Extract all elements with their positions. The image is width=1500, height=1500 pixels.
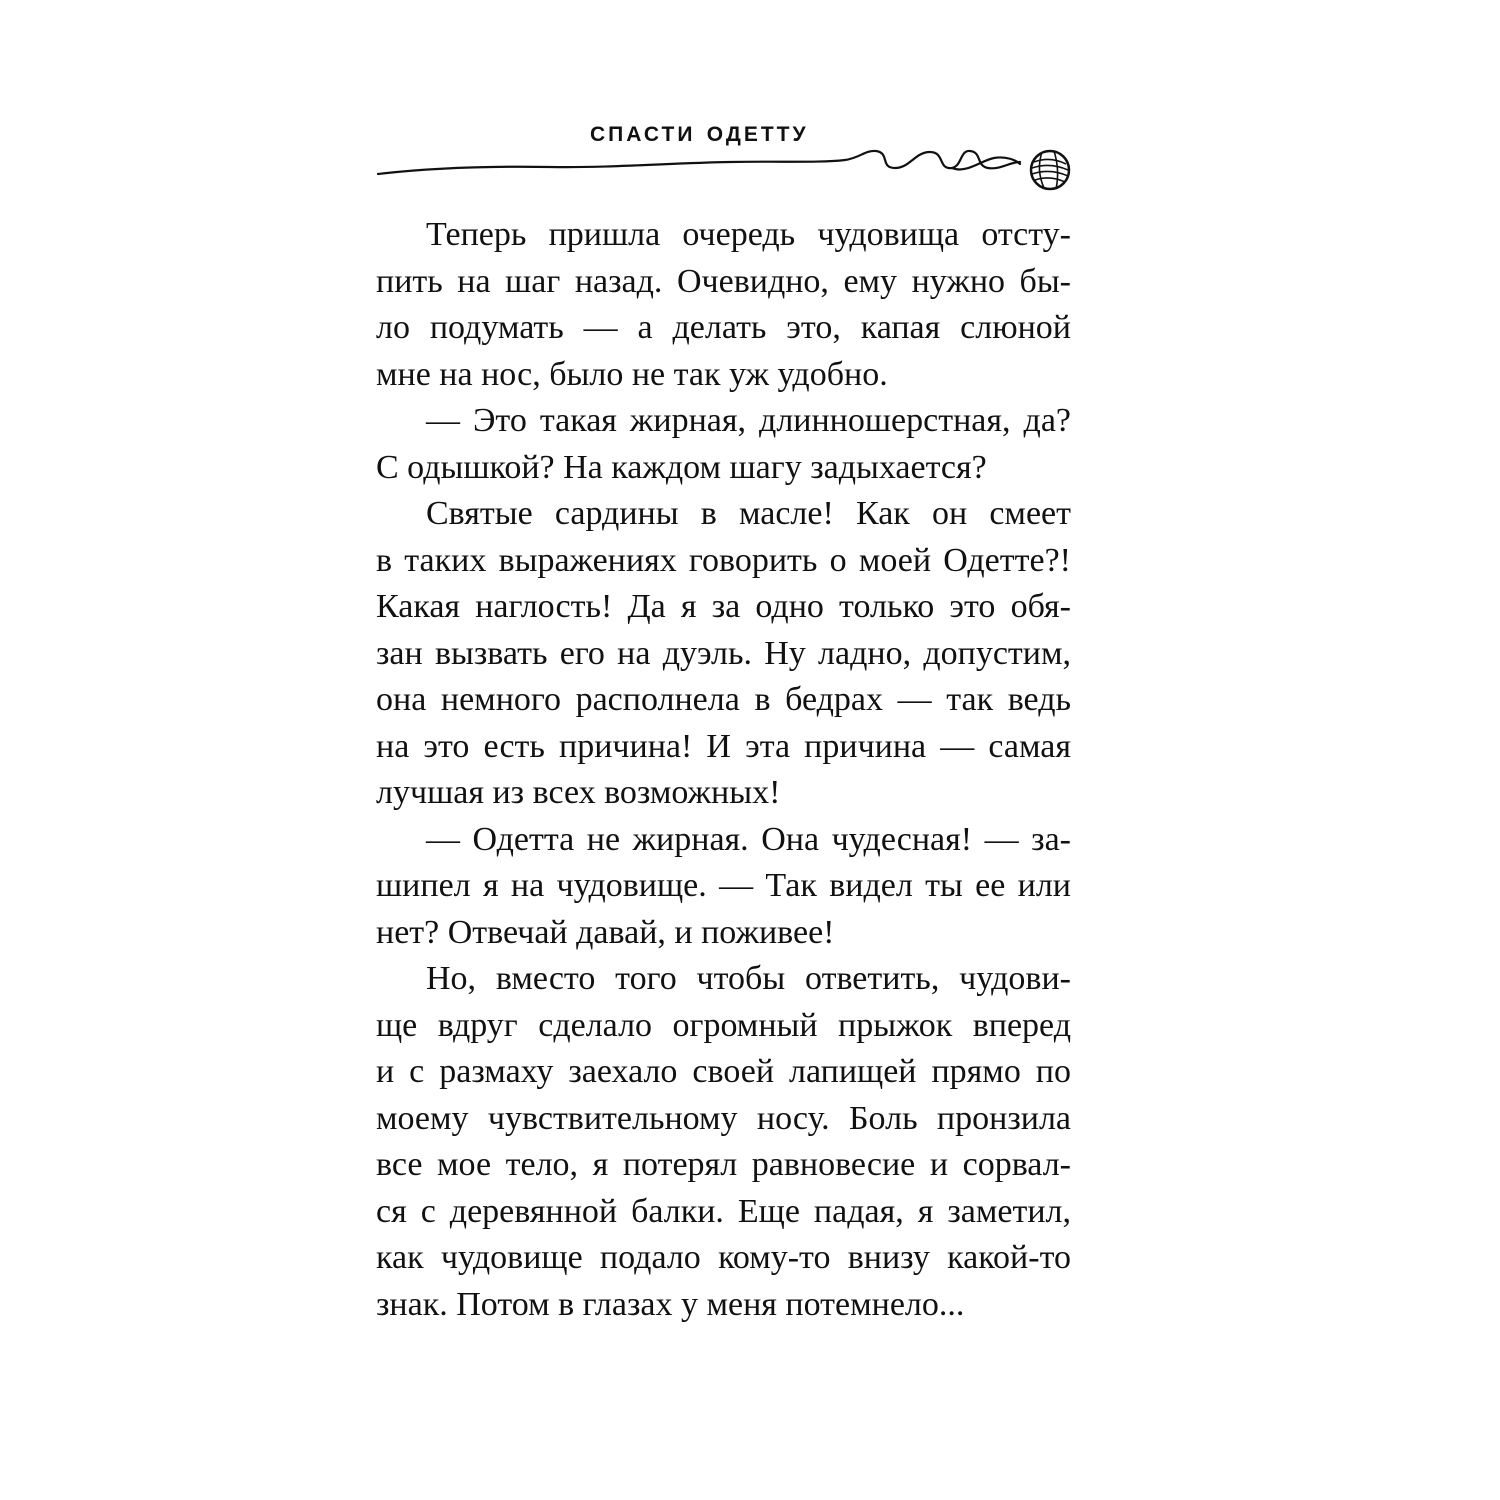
text-line: Но, вместо того чтобы ответить, чудови- bbox=[426, 960, 1071, 997]
text-line: — Это такая жирная, длинношерстная, да? bbox=[426, 402, 1071, 439]
text-line: пить на шаг назад. Очевидно, ему нужно бы- bbox=[376, 262, 1071, 300]
text-line: моему чувствительному носу. Боль пронзила bbox=[376, 1099, 1071, 1137]
text-line: в таких выражениях говорить о моей Одетте?! bbox=[376, 541, 1071, 579]
text-line: — Одетта не жирная. Она чудесная! — за- bbox=[426, 820, 1071, 858]
running-head: спасти одетту bbox=[590, 115, 809, 148]
text-line: на это есть причина! И эта причина — самая bbox=[376, 727, 1071, 765]
yarn-thread-ornament bbox=[370, 138, 1080, 198]
text-line: как чудовище подало кому-то внизу какой-то bbox=[376, 1239, 1071, 1276]
text-line: Какая наглость! Да я за одно только это обя- bbox=[376, 588, 1071, 625]
text-line: нет? Отвечай давай, и поживее! bbox=[376, 913, 835, 951]
text-line: Теперь пришла очередь чудовища отсту- bbox=[426, 216, 1071, 253]
text-line: она немного располнела в бедрах — так ведь bbox=[376, 681, 1071, 718]
thread-line bbox=[378, 151, 1020, 174]
text-line: знак. Потом в глазах у меня потемнело... bbox=[376, 1285, 965, 1323]
text-line: ще вдруг сделало огромный прыжок вперед bbox=[376, 1006, 1071, 1044]
text-line: Святые сардины в масле! Как он смеет bbox=[426, 495, 1071, 532]
text-line: лучшая из всех возможных! bbox=[376, 774, 781, 811]
body-text bbox=[376, 212, 1071, 1328]
text-line: ся с деревянной балки. Еще падая, я заметил, bbox=[376, 1192, 1071, 1230]
text-line: зан вызвать его на дуэль. Ну ладно, допустим, bbox=[376, 634, 1071, 672]
text-line: С одышкой? На каждом шагу задыхается? bbox=[376, 448, 987, 486]
text-line: мне на нос, было не так уж удобно. bbox=[376, 355, 888, 393]
text-line: шипел я на чудовище. — Так видел ты ее или bbox=[376, 867, 1071, 904]
yarn-ball-icon bbox=[1031, 151, 1069, 189]
text-line: и с размаху заехало своей лапищей прямо по bbox=[376, 1053, 1071, 1090]
text-line: ло подумать — а делать это, капая слюной bbox=[376, 309, 1071, 346]
text-line: все мое тело, я потерял равновесие и сорвал- bbox=[376, 1146, 1071, 1183]
